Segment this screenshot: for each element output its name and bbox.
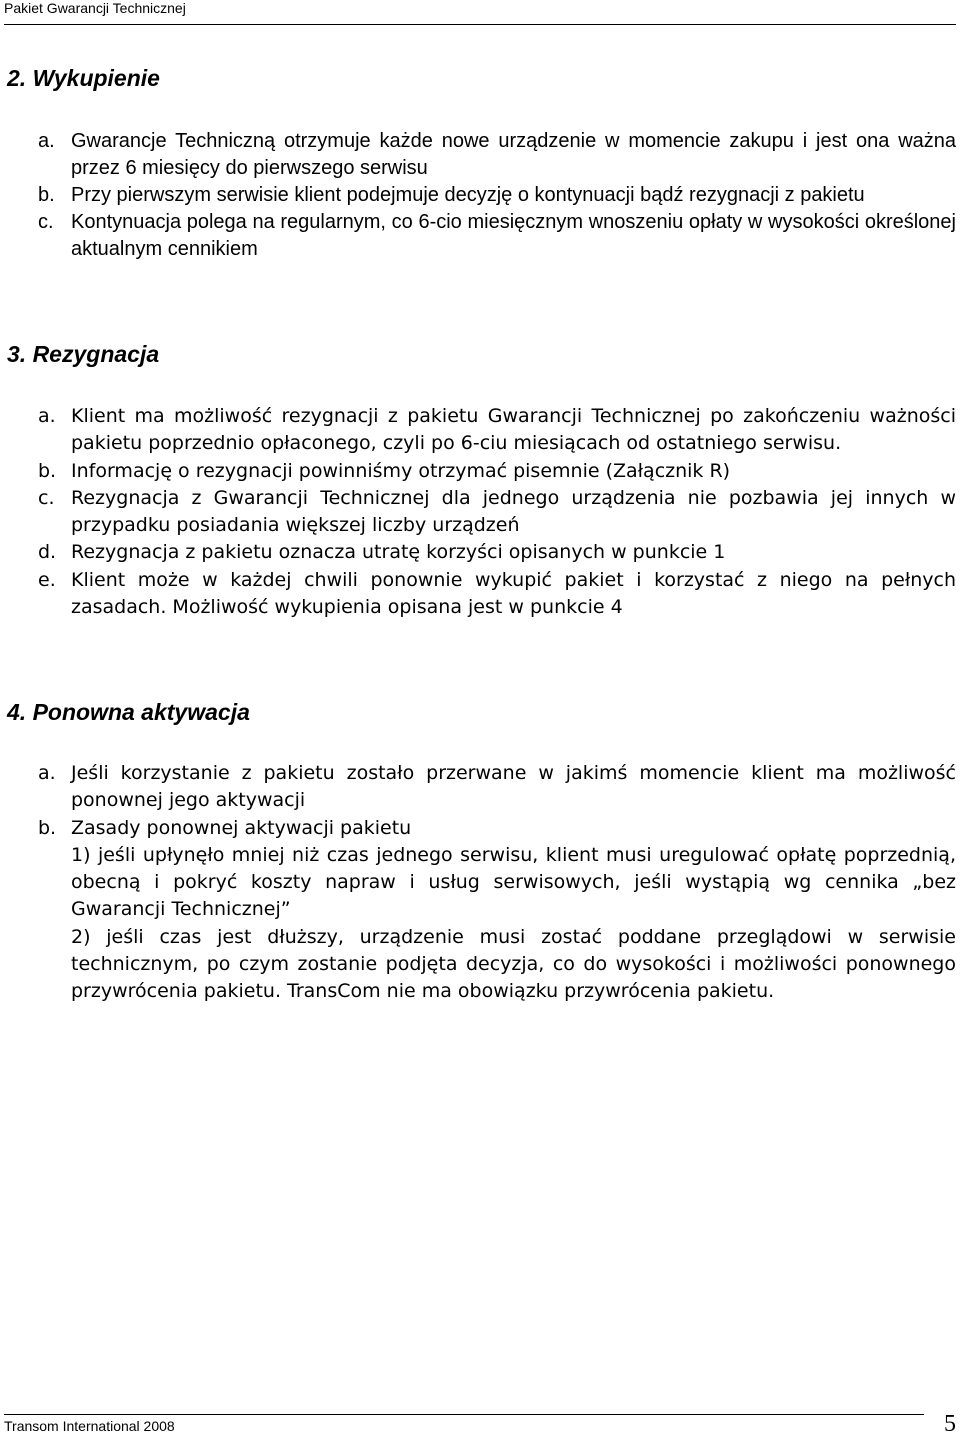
section-list-rezygnacja <box>38 403 956 621</box>
section-heading-rezygnacja: 3. Rezygnacja <box>7 341 160 367</box>
list-item-text: Jeśli korzystanie z pakietu zostało przerwane w jakimś momencie klient ma możliwość ponownej jego aktywacji <box>71 762 956 812</box>
list-item-text: Rezygnacja z pakietu oznacza utratę korzyści opisanych w punkcie 1 <box>71 541 726 564</box>
sub-item: 2) jeśli czas jest dłuższy, urządzenie musi zostać poddane przeglądowi w serwisie technicznym, po czym zostanie podjęta decyzja, co do wysokości i możliwości ponownego przywrócenia pakietu. TransCom nie ma obowiązku przywrócenia pakietu. <box>71 925 956 1003</box>
list-item-text: Klient może w każdej chwili ponownie wykupić pakiet i korzystać z niego na pełnych zasadach. Możliwość wykupienia opisana jest w punkcie 4 <box>71 568 956 619</box>
sub-item: 1) jeśli upłynęło mniej niż czas jednego serwisu, klient musi uregulować opłatę poprzednią, obecną i pokryć koszty napraw i usług serwisowych, jeśli wystąpią wg cennika „bez Gwarancji Technicznej” <box>71 843 956 921</box>
list-item <box>38 539 956 566</box>
list-marker: e. <box>38 568 56 591</box>
list-item <box>38 403 956 458</box>
list-item <box>38 760 956 815</box>
list-marker: b. <box>38 459 57 482</box>
list-marker: c. <box>38 211 54 233</box>
section-list-ponowna-aktywacja <box>38 760 956 1006</box>
list-item-text: Klient ma możliwość rezygnacji z pakietu Gwarancji Technicznej po zakończeniu ważności pakietu poprzednio opłaconego, czyli po 6-ciu miesiącach od ostatniego serwisu. <box>71 405 956 455</box>
list-item-text: Gwarancje Techniczną otrzymuje każde nowe urządzenie w momencie zakupu i jest ona ważna przez 6 miesięcy do pierwszego serwisu <box>71 130 956 179</box>
footer-company: Transom International 2008 <box>4 1418 175 1434</box>
list-item-text: Informację o rezygnacji powinniśmy otrzymać pisemnie (Załącznik R) <box>71 459 731 482</box>
footer-rule <box>4 1414 924 1415</box>
list-item-text: Rezygnacja z Gwarancji Technicznej dla jednego urządzenia nie pozbawia jej innych w przypadku posiadania większej liczby urządzeń <box>71 486 956 537</box>
list-item <box>38 815 956 1006</box>
list-item-text: Kontynuacja polega na regularnym, co 6-cio miesięcznym wnoszeniu opłaty w wysokości określonej aktualnym cennikiem <box>71 211 956 260</box>
list-marker: b. <box>38 816 57 839</box>
list-item-text: Zasady ponownej aktywacji pakietu <box>71 816 412 839</box>
list-marker: a. <box>38 762 56 784</box>
list-marker: a. <box>38 405 56 427</box>
list-item <box>38 458 956 485</box>
list-item <box>38 128 956 182</box>
list-item <box>38 567 956 622</box>
list-marker: c. <box>38 486 55 509</box>
running-header <box>4 0 956 25</box>
section-heading-wykupienie: 2. Wykupienie <box>7 65 160 91</box>
section-list-wykupienie <box>38 128 956 263</box>
list-marker: b. <box>38 184 55 206</box>
list-item-text: Przy pierwszym serwisie klient podejmuje decyzję o kontynuacji bądź rezygnacji z pakietu <box>71 184 865 206</box>
header-title: Pakiet Gwarancji Technicznej <box>4 0 186 16</box>
list-item <box>38 182 956 209</box>
list-item <box>38 209 956 263</box>
list-marker: d. <box>38 541 57 564</box>
section-heading-ponowna-aktywacja: 4. Ponowna aktywacja <box>7 699 250 725</box>
list-item <box>38 485 956 540</box>
page-number: 5 <box>944 1411 956 1437</box>
list-marker: a. <box>38 130 55 152</box>
